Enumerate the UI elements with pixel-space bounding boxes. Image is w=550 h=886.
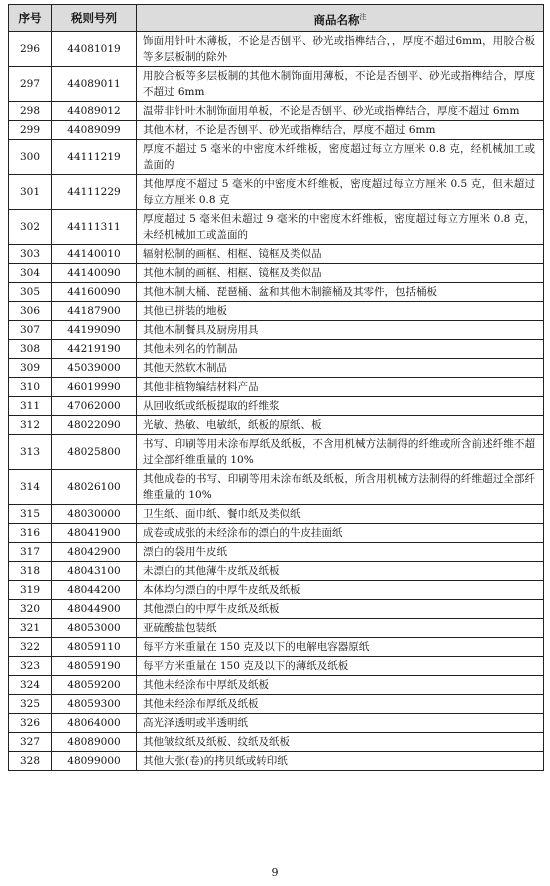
row-tariff-code: 44089011	[52, 67, 137, 102]
table-body	[9, 32, 544, 771]
row-tariff-code: 48059110	[52, 638, 137, 657]
table-row	[9, 67, 544, 102]
table-row	[9, 264, 544, 283]
row-tariff-code: 48025800	[52, 435, 137, 470]
row-seq: 317	[9, 543, 52, 562]
row-tariff-code: 48059200	[52, 676, 137, 695]
row-goods-name: 其他厚度不超过 5 毫米的中密度木纤维板，密度超过每立方厘米 0.5 克，但未超过每立方厘米 0.8 克	[137, 175, 544, 210]
table-row	[9, 657, 544, 676]
row-goods-name: 辐射松制的画框、相框、镜框及类似品	[137, 245, 544, 264]
row-tariff-code: 46019990	[52, 378, 137, 397]
row-seq: 327	[9, 733, 52, 752]
row-tariff-code: 44111311	[52, 210, 137, 245]
row-goods-name: 其他未经涂布中厚纸及纸板	[137, 676, 544, 695]
row-seq: 300	[9, 140, 52, 175]
row-tariff-code: 48099000	[52, 752, 137, 771]
row-goods-name: 厚度不超过 5 毫米的中密度木纤维板，密度超过每立方厘米 0.8 克，经机械加工或盖面的	[137, 140, 544, 175]
row-goods-name: 从回收纸或纸板提取的纤维浆	[137, 397, 544, 416]
row-seq: 328	[9, 752, 52, 771]
row-goods-name: 其他天然软木制品	[137, 359, 544, 378]
row-tariff-code: 44140010	[52, 245, 137, 264]
tariff-table-container	[8, 4, 543, 771]
table-row	[9, 752, 544, 771]
header-goods-name-label: 商品名称	[313, 12, 360, 27]
row-seq: 312	[9, 416, 52, 435]
row-seq: 305	[9, 283, 52, 302]
row-seq: 306	[9, 302, 52, 321]
row-tariff-code: 48059300	[52, 695, 137, 714]
row-seq: 298	[9, 102, 52, 121]
row-tariff-code: 44160090	[52, 283, 137, 302]
header-tariff-code: 税则号列	[52, 5, 137, 32]
row-seq: 309	[9, 359, 52, 378]
row-tariff-code: 48026100	[52, 470, 137, 505]
row-goods-name: 其他木制大桶、琵琶桶、盆和其他木制箍桶及其零件，包括桶板	[137, 283, 544, 302]
row-tariff-code: 44199090	[52, 321, 137, 340]
row-goods-name: 其他已拼装的地板	[137, 302, 544, 321]
row-goods-name: 其他木材，不论是否刨平、砂光或指榫结合，厚度不超过 6mm	[137, 121, 544, 140]
table-row	[9, 378, 544, 397]
table-row	[9, 733, 544, 752]
table-row	[9, 32, 544, 67]
tariff-table	[8, 4, 544, 771]
page-number: 9	[271, 866, 279, 879]
row-seq: 308	[9, 340, 52, 359]
row-goods-name: 本体均匀漂白的中厚牛皮纸及纸板	[137, 581, 544, 600]
row-goods-name: 其他大张(卷)的拷贝纸或转印纸	[137, 752, 544, 771]
row-goods-name: 用胶合板等多层板制的其他木制饰面用薄板，不论是否刨平、砂光或指榫结合，厚度不超过 6mm	[137, 67, 544, 102]
table-row	[9, 562, 544, 581]
table-row	[9, 676, 544, 695]
row-tariff-code: 47062000	[52, 397, 137, 416]
table-row	[9, 321, 544, 340]
row-tariff-code: 48030000	[52, 505, 137, 524]
row-goods-name: 高光泽透明或半透明纸	[137, 714, 544, 733]
row-tariff-code: 48043100	[52, 562, 137, 581]
table-row	[9, 619, 544, 638]
table-row	[9, 470, 544, 505]
table-row	[9, 543, 544, 562]
table-row	[9, 210, 544, 245]
row-tariff-code: 44140090	[52, 264, 137, 283]
row-seq: 302	[9, 210, 52, 245]
table-row	[9, 524, 544, 543]
row-seq: 325	[9, 695, 52, 714]
row-goods-name: 其他非植物编结材料产品	[137, 378, 544, 397]
row-seq: 310	[9, 378, 52, 397]
table-row	[9, 175, 544, 210]
row-tariff-code: 48042900	[52, 543, 137, 562]
row-tariff-code: 44187900	[52, 302, 137, 321]
row-tariff-code: 44111229	[52, 175, 137, 210]
row-seq: 319	[9, 581, 52, 600]
row-tariff-code: 48041900	[52, 524, 137, 543]
row-tariff-code: 48044900	[52, 600, 137, 619]
row-goods-name: 温带非针叶木制饰面用单板，不论是否刨平、砂光或指榫结合，厚度不超过 6mm	[137, 102, 544, 121]
table-row	[9, 283, 544, 302]
row-seq: 299	[9, 121, 52, 140]
row-seq: 320	[9, 600, 52, 619]
row-goods-name: 亚硫酸盐包装纸	[137, 619, 544, 638]
row-seq: 326	[9, 714, 52, 733]
table-row	[9, 581, 544, 600]
row-tariff-code: 48053000	[52, 619, 137, 638]
row-seq: 324	[9, 676, 52, 695]
table-row	[9, 102, 544, 121]
row-seq: 307	[9, 321, 52, 340]
table-row	[9, 121, 544, 140]
row-seq: 297	[9, 67, 52, 102]
table-row	[9, 435, 544, 470]
row-goods-name: 厚度超过 5 毫米但未超过 9 毫米的中密度木纤维板，密度超过每立方厘米 0.8 克，未经机械加工或盖面的	[137, 210, 544, 245]
table-row	[9, 600, 544, 619]
row-seq: 321	[9, 619, 52, 638]
row-goods-name: 其他皱纹纸及纸板、纹纸及纸板	[137, 733, 544, 752]
row-goods-name: 其他木制的画框、相框、镜框及类似品	[137, 264, 544, 283]
header-goods-name	[137, 5, 544, 32]
table-row	[9, 505, 544, 524]
table-row	[9, 416, 544, 435]
row-tariff-code: 44089012	[52, 102, 137, 121]
row-tariff-code: 44219190	[52, 340, 137, 359]
row-goods-name: 每平方米重量在 150 克及以下的薄纸及纸板	[137, 657, 544, 676]
row-seq: 301	[9, 175, 52, 210]
row-goods-name: 其他成卷的书写、印刷等用未涂布纸及纸板，所含用机械方法制得的纤维超过全部纤维重量的 10%	[137, 470, 544, 505]
header-note-mark: 注	[359, 12, 367, 21]
table-row	[9, 638, 544, 657]
row-seq: 304	[9, 264, 52, 283]
row-tariff-code: 44089099	[52, 121, 137, 140]
row-goods-name: 卫生纸、面巾纸、餐巾纸及类似纸	[137, 505, 544, 524]
row-tariff-code: 48044200	[52, 581, 137, 600]
row-goods-name: 未漂白的其他薄牛皮纸及纸板	[137, 562, 544, 581]
table-row	[9, 340, 544, 359]
row-goods-name: 其他漂白的中厚牛皮纸及纸板	[137, 600, 544, 619]
table-row	[9, 140, 544, 175]
table-row	[9, 359, 544, 378]
row-seq: 311	[9, 397, 52, 416]
table-row	[9, 245, 544, 264]
table-row	[9, 714, 544, 733]
row-tariff-code: 48064000	[52, 714, 137, 733]
table-header-row	[9, 5, 544, 32]
row-tariff-code: 45039000	[52, 359, 137, 378]
row-goods-name: 漂白的袋用牛皮纸	[137, 543, 544, 562]
row-seq: 313	[9, 435, 52, 470]
row-seq: 314	[9, 470, 52, 505]
row-tariff-code: 44111219	[52, 140, 137, 175]
row-seq: 318	[9, 562, 52, 581]
row-tariff-code: 44081019	[52, 32, 137, 67]
row-seq: 296	[9, 32, 52, 67]
table-row	[9, 695, 544, 714]
row-goods-name: 饰面用针叶木薄板，不论是否刨平、砂光或指榫结合，，厚度不超过6mm，用胶合板等多层板制的除外	[137, 32, 544, 67]
row-tariff-code: 48022090	[52, 416, 137, 435]
row-seq: 315	[9, 505, 52, 524]
row-seq: 323	[9, 657, 52, 676]
row-seq: 303	[9, 245, 52, 264]
header-seq: 序号	[9, 5, 52, 32]
row-goods-name: 成卷或成张的未经涂布的漂白的牛皮挂面纸	[137, 524, 544, 543]
row-seq: 322	[9, 638, 52, 657]
table-row	[9, 302, 544, 321]
row-tariff-code: 48089000	[52, 733, 137, 752]
row-goods-name: 每平方米重量在 150 克及以下的电解电容器原纸	[137, 638, 544, 657]
table-row	[9, 397, 544, 416]
row-goods-name: 其他木制餐具及厨房用具	[137, 321, 544, 340]
row-goods-name: 书写、印刷等用未涂布厚纸及纸板，不含用机械方法制得的纤维或所含前述纤维不超过全部纤维重量的 10%	[137, 435, 544, 470]
row-goods-name: 光敏、热敏、电敏纸，纸板的原纸、板	[137, 416, 544, 435]
row-seq: 316	[9, 524, 52, 543]
row-goods-name: 其他未列名的竹制品	[137, 340, 544, 359]
row-goods-name: 其他未经涂布厚纸及纸板	[137, 695, 544, 714]
row-tariff-code: 48059190	[52, 657, 137, 676]
